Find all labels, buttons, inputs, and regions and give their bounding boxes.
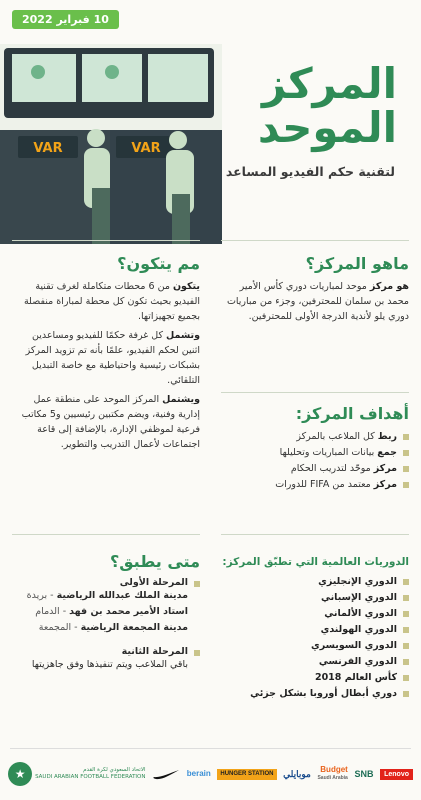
snb-logo: SNB [354, 769, 374, 779]
var-room-illustration [0, 38, 222, 246]
section-what [221, 254, 409, 324]
composition-p1: يتكون من 6 محطات متكاملة لغرف تقنية الفيديو بحيث تكون كل محطة لمباراة منفصلة بجميع تجهيزاتها. [23, 281, 200, 322]
section-what-title: ماهو المركز؟ [305, 254, 409, 273]
divider [221, 392, 409, 393]
list-item: كأس العالم 2018 [221, 670, 409, 686]
page-title [207, 59, 397, 152]
nike-swoosh-icon [152, 768, 180, 780]
list-item: ربط كل الملاعب بالمركز [221, 429, 409, 445]
composition-p2: وتشمل كل غرفة حكمًا للفيديو ومساعدين اثنين لحكم الفيديو، علمًا بأنه تم تزويد المركز بشبكات رئيسية واحتياطية مع خاصة التبديل التلقائي. [25, 330, 200, 386]
list-item: الدوري الألماني [221, 606, 409, 622]
title-line-1: المركز [261, 59, 397, 108]
stage1-title: المرحلة الأولى [12, 577, 200, 588]
divider [221, 240, 409, 241]
list-item: الدوري الإنجليزي [221, 574, 409, 590]
list-item: مدينة الملك عبدالله الرياضية - بريدة [26, 590, 188, 601]
section-when [12, 552, 200, 673]
var-label-2: VAR [131, 141, 161, 156]
mobily-logo: موبايلي [283, 768, 311, 779]
section-composition-title: مم يتكون؟ [117, 254, 200, 273]
list-item: جمع بيانات المباريات وتحليلها [221, 445, 409, 461]
leagues-list [221, 574, 409, 702]
section-goals [221, 404, 409, 493]
list-item: الدوري الهولندي [221, 622, 409, 638]
section-what-text: هو مركز موحد لمباريات دوري كأس الأمير محمد بن سلمان للمحترفين، وجزء من مباريات دوري يلو لأندية الدرجة الأولى للمحترفين. [226, 281, 409, 322]
section-composition [12, 254, 200, 452]
lenovo-logo: Lenovo [380, 769, 413, 780]
list-item: الدوري السويسري [221, 638, 409, 654]
divider [221, 534, 409, 535]
divider [12, 240, 200, 241]
section-goals-title: أهداف المركز: [295, 404, 409, 423]
list-item: الدوري الفرنسي [221, 654, 409, 670]
divider [12, 534, 200, 535]
goals-list [221, 429, 409, 493]
saff-logo: ★ الاتحاد السعودي لكرة القدم SAUDI ARABIAN FOOTBALL FEDERATION [8, 762, 145, 786]
sponsor-logos [8, 756, 413, 792]
list-item: الدوري الإسباني [221, 590, 409, 606]
list-item: مدينة المجمعة الرياضية - المجمعة [38, 622, 188, 633]
title-line-2: الموحد [257, 103, 397, 152]
section-when-title: متى يطبق؟ [109, 552, 200, 571]
saff-seal-icon: ★ [8, 762, 32, 786]
list-item: دوري أبطال أوروبا بشكل جزئي [221, 686, 409, 702]
section-leagues [221, 556, 409, 702]
hungerstation-logo: HUNGER STATION [217, 769, 276, 780]
stage2-text: باقي الملاعب ويتم تنفيذها وفق جاهزيتها [31, 659, 188, 670]
page-subtitle: لتقنية حكم الفيديو المساعد [225, 164, 395, 179]
budget-logo: Budget Saudi Arabia [317, 765, 348, 781]
date-badge: 10 فبراير 2022 [12, 10, 119, 29]
var-label-1: VAR [33, 141, 63, 156]
berain-logo: berain [186, 769, 211, 778]
composition-p3: ويشتمل المركز الموحد على منطقة عمل إدارية وفنية، ويضم مكتبين رئيسيين و5 مكاتب فرعية لموظفي الإدارة، بالإضافة إلى قاعة اجتماعات لأعمال التدريب والتطوير. [21, 394, 200, 450]
section-leagues-title: الدوريات العالمية التي تطبّق المركز: [222, 556, 409, 568]
list-item: مركز معتمد من FIFA للدورات [221, 477, 409, 493]
stage2-title: المرحلة الثانية [12, 646, 200, 657]
list-item: استاد الأمير محمد بن فهد - الدمام [35, 606, 188, 617]
list-item: مركز موحّد لتدريب الحكام [221, 461, 409, 477]
footer-divider [10, 748, 411, 749]
